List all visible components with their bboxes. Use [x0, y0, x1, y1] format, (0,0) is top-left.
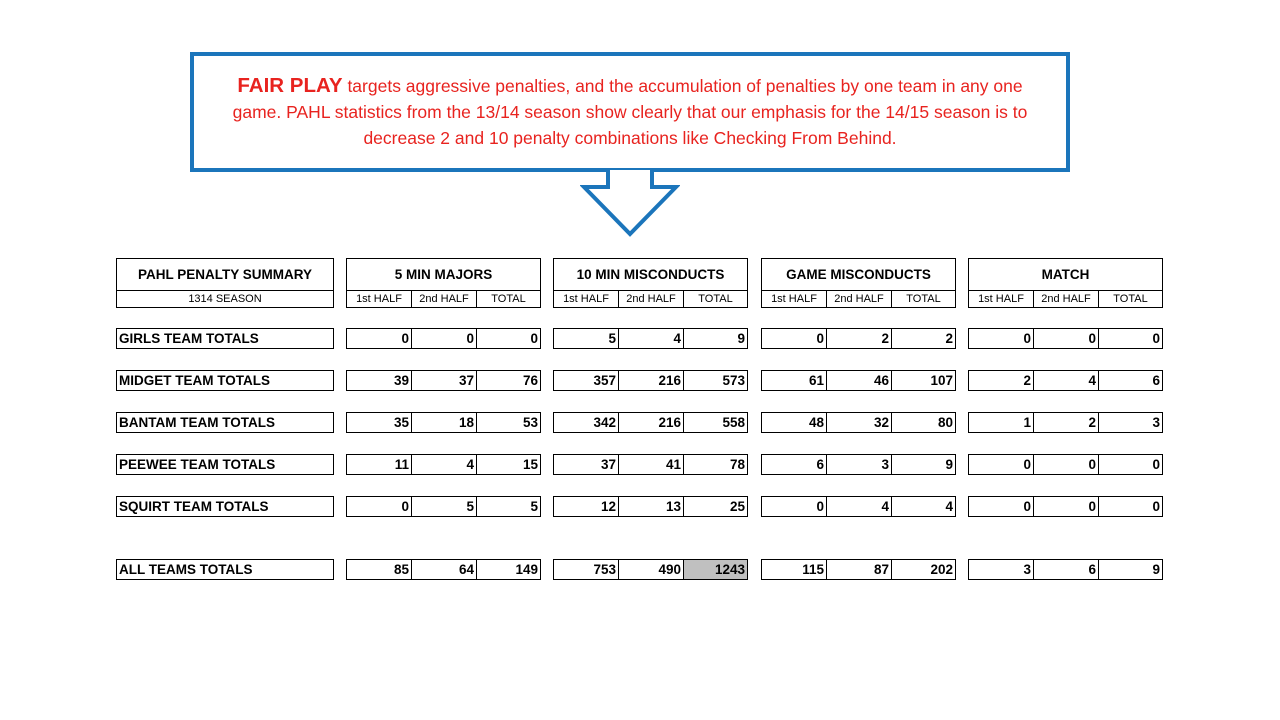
table-cell: 76 [476, 370, 541, 391]
table-title: PAHL PENALTY SUMMARY [116, 258, 334, 291]
table-cell: 216 [618, 370, 684, 391]
table-cell: 0 [761, 496, 827, 517]
table-cell: 4 [891, 496, 956, 517]
table-cell: 46 [826, 370, 892, 391]
table-cell: 85 [346, 559, 412, 580]
table-cell: 64 [411, 559, 477, 580]
table-cell: 0 [346, 496, 412, 517]
column-header: 1st HALF [553, 290, 619, 308]
table-cell: 558 [683, 412, 748, 433]
table-cell: 6 [1033, 559, 1099, 580]
table-cell: 0 [411, 328, 477, 349]
table-cell: 5 [411, 496, 477, 517]
row-label: BANTAM TEAM TOTALS [116, 412, 334, 433]
table-cell: 0 [968, 496, 1034, 517]
table-cell: 753 [553, 559, 619, 580]
column-header: 1st HALF [968, 290, 1034, 308]
group-header: GAME MISCONDUCTS [761, 258, 956, 291]
table-cell: 4 [826, 496, 892, 517]
table-cell: 149 [476, 559, 541, 580]
table-cell: 4 [411, 454, 477, 475]
table-cell: 35 [346, 412, 412, 433]
table-cell: 9 [683, 328, 748, 349]
table-cell: 0 [1098, 454, 1163, 475]
row-label: PEEWEE TEAM TOTALS [116, 454, 334, 475]
table-cell: 78 [683, 454, 748, 475]
table-cell: 41 [618, 454, 684, 475]
table-cell: 61 [761, 370, 827, 391]
row-label: GIRLS TEAM TOTALS [116, 328, 334, 349]
row-label: MIDGET TEAM TOTALS [116, 370, 334, 391]
column-header: 2nd HALF [411, 290, 477, 308]
table-cell: 4 [1033, 370, 1099, 391]
table-cell: 342 [553, 412, 619, 433]
fair-play-callout [190, 52, 1070, 172]
table-cell: 216 [618, 412, 684, 433]
column-header: 1st HALF [346, 290, 412, 308]
table-cell: 0 [1098, 328, 1163, 349]
table-cell: 48 [761, 412, 827, 433]
callout-body: targets aggressive penalties, and the accumulation of penalties by one team in any one game. PAHL statistics from the 13/14 season show clearly that our emphasis for the 14/15 season is to decrease 2 and 10 penalty combinations like Checking From Behind. [232, 76, 1028, 148]
table-cell: 15 [476, 454, 541, 475]
table-cell: 32 [826, 412, 892, 433]
callout-lead: FAIR PLAY [237, 74, 343, 97]
column-header: 1st HALF [761, 290, 827, 308]
row-label: SQUIRT TEAM TOTALS [116, 496, 334, 517]
table-cell: 6 [1098, 370, 1163, 391]
column-header: TOTAL [683, 290, 748, 308]
table-cell: 39 [346, 370, 412, 391]
table-cell: 80 [891, 412, 956, 433]
table-cell: 11 [346, 454, 412, 475]
penalty-summary-table [116, 258, 1165, 582]
column-header: 2nd HALF [826, 290, 892, 308]
table-cell: 53 [476, 412, 541, 433]
down-arrow-icon [580, 168, 680, 238]
table-cell: 0 [1033, 454, 1099, 475]
row-label: ALL TEAMS TOTALS [116, 559, 334, 580]
season-label: 1314 SEASON [116, 290, 334, 308]
table-cell: 107 [891, 370, 956, 391]
table-cell: 3 [1098, 412, 1163, 433]
table-cell: 87 [826, 559, 892, 580]
table-cell: 0 [968, 454, 1034, 475]
table-cell: 18 [411, 412, 477, 433]
table-cell: 3 [968, 559, 1034, 580]
group-header: 5 MIN MAJORS [346, 258, 541, 291]
table-cell: 3 [826, 454, 892, 475]
table-cell: 202 [891, 559, 956, 580]
table-cell: 12 [553, 496, 619, 517]
table-cell: 25 [683, 496, 748, 517]
column-header: TOTAL [891, 290, 956, 308]
table-cell: 2 [968, 370, 1034, 391]
table-cell: 0 [1098, 496, 1163, 517]
table-cell: 37 [553, 454, 619, 475]
table-cell: 0 [761, 328, 827, 349]
table-cell: 2 [826, 328, 892, 349]
table-cell: 357 [553, 370, 619, 391]
table-cell: 2 [1033, 412, 1099, 433]
table-cell: 0 [1033, 496, 1099, 517]
table-cell: 13 [618, 496, 684, 517]
table-cell: 115 [761, 559, 827, 580]
table-cell: 9 [891, 454, 956, 475]
table-cell: 573 [683, 370, 748, 391]
column-header: TOTAL [476, 290, 541, 308]
column-header: TOTAL [1098, 290, 1163, 308]
table-cell: 6 [761, 454, 827, 475]
table-cell: 2 [891, 328, 956, 349]
table-cell: 1243 [683, 559, 748, 580]
column-header: 2nd HALF [1033, 290, 1099, 308]
column-header: 2nd HALF [618, 290, 684, 308]
table-cell: 9 [1098, 559, 1163, 580]
table-cell: 4 [618, 328, 684, 349]
callout-text [218, 73, 1042, 151]
table-cell: 0 [1033, 328, 1099, 349]
table-cell: 0 [476, 328, 541, 349]
table-cell: 37 [411, 370, 477, 391]
table-cell: 0 [346, 328, 412, 349]
table-cell: 5 [476, 496, 541, 517]
table-cell: 490 [618, 559, 684, 580]
table-cell: 1 [968, 412, 1034, 433]
table-cell: 0 [968, 328, 1034, 349]
group-header: MATCH [968, 258, 1163, 291]
table-cell: 5 [553, 328, 619, 349]
group-header: 10 MIN MISCONDUCTS [553, 258, 748, 291]
